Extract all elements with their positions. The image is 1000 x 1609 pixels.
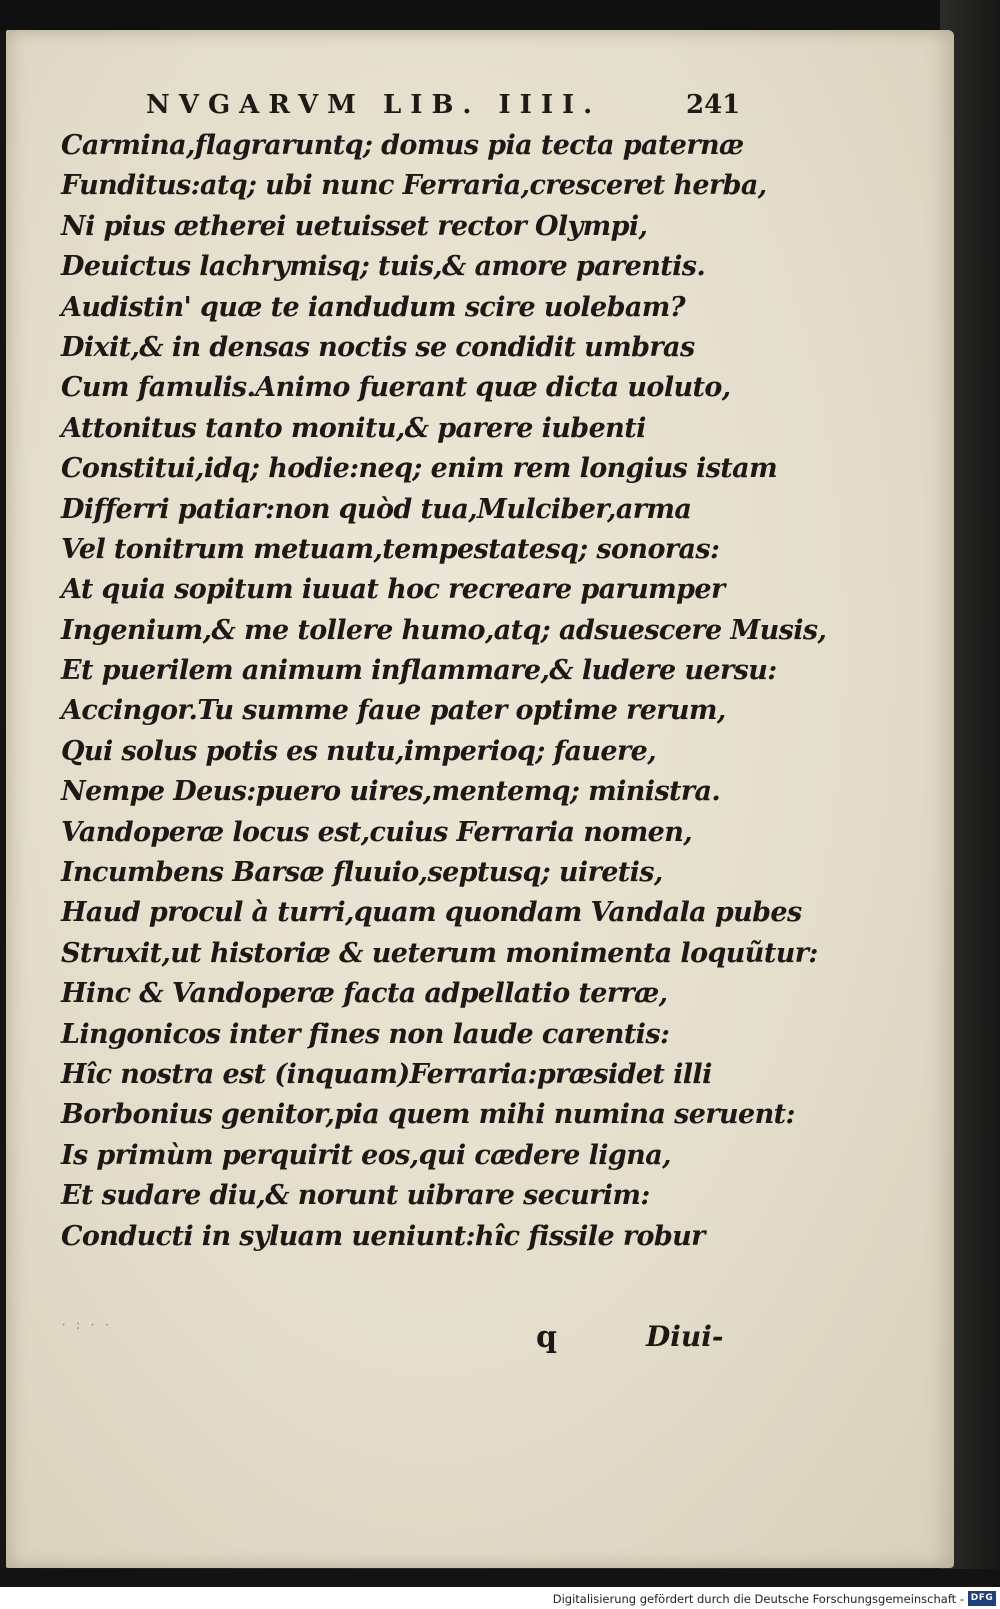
verse-line: Funditus:atq; ubi nunc Ferraria,cresceret herba, [61,170,767,202]
verse-line: Et puerilem animum inflammare,& ludere uersu: [61,655,777,687]
verse-line: At quia sopitum iuuat hoc recreare parumper [61,574,725,606]
verse-line: Ni pius ætherei uetuisset rector Olympi, [61,210,648,242]
verse-line: Attonitus tanto monitu,& parere iubenti [61,412,646,444]
verse-line: Ingenium,& me tollere humo,atq; adsuescere Musis, [61,614,827,646]
verse-line: Deuictus lachrymisq; tuis,& amore parentis. [61,251,706,283]
verse-line: Audistin' quæ te iandudum scire uolebam? [61,291,685,323]
verse-line: Vandoperæ locus est,cuius Ferraria nomen, [61,816,693,848]
verse-line: Carmina,flagraruntq; domus pia tecta paternæ [61,130,744,161]
verse-line: Lingonicos inter fines non laude carentis: [61,1018,670,1050]
verse-line: Haud procul à turri,quam quondam Vandala pubes [61,897,802,929]
verse-line: Et sudare diu,& norunt uibrare securim: [61,1180,650,1212]
verse-line: Constitui,idq; hodie:neq; enim rem longius istam [61,453,778,485]
verse-line: Accingor.Tu summe faue pater optime rerum, [61,695,726,727]
verse-line: Conducti in syluam ueniunt:hîc fissile robur [61,1220,705,1252]
verse-line: Is primùm perquirit eos,qui cædere ligna, [61,1139,671,1171]
verse-line: Vel tonitrum metuam,tempestatesq; sonoras: [61,533,720,565]
catchword: Diui- [646,1320,724,1353]
scanner-bottom-edge [0,1569,1000,1587]
verse-line: Differri patiar:non quòd tua,Mulciber,arma [61,493,692,525]
ink-smudge: · : · · [60,1318,111,1332]
verse-line: Struxit,ut historiæ & ueterum monimenta loquũtur: [61,937,818,969]
verse-line: Qui solus potis es nutu,imperioq; fauere, [61,735,657,767]
running-head: NVGARVM LIB. IIII. [146,90,602,120]
verse-line: Nempe Deus:puero uires,mentemq; ministra. [61,776,721,808]
credit-bar [0,1587,1000,1609]
verse-list [61,126,827,1257]
verse-line: Hinc & Vandoperæ facta adpellatio terræ, [61,978,668,1010]
book-page [6,30,954,1568]
scanner-top-edge [0,0,1000,30]
signature-mark: q [536,1320,557,1355]
verse-line: Hîc nostra est (inquam)Ferraria:præsidet illi [61,1058,712,1090]
dfg-logo-icon: DFG [968,1591,996,1606]
verse-line: Dixit,& in densas noctis se condidit umbras [61,331,695,363]
verse-line: Cum famulis.Animo fuerant quæ dicta uoluto, [61,372,731,404]
verse-line: Incumbens Barsæ fluuio,septusq; uiretis, [61,857,663,889]
digitization-credit: Digitalisierung gefördert durch die Deutsche Forschungsgemeinschaft - [552,1592,964,1606]
verse-line: Borbonius genitor,pia quem mihi numina seruent: [61,1099,795,1131]
page-number: 241 [686,90,741,120]
